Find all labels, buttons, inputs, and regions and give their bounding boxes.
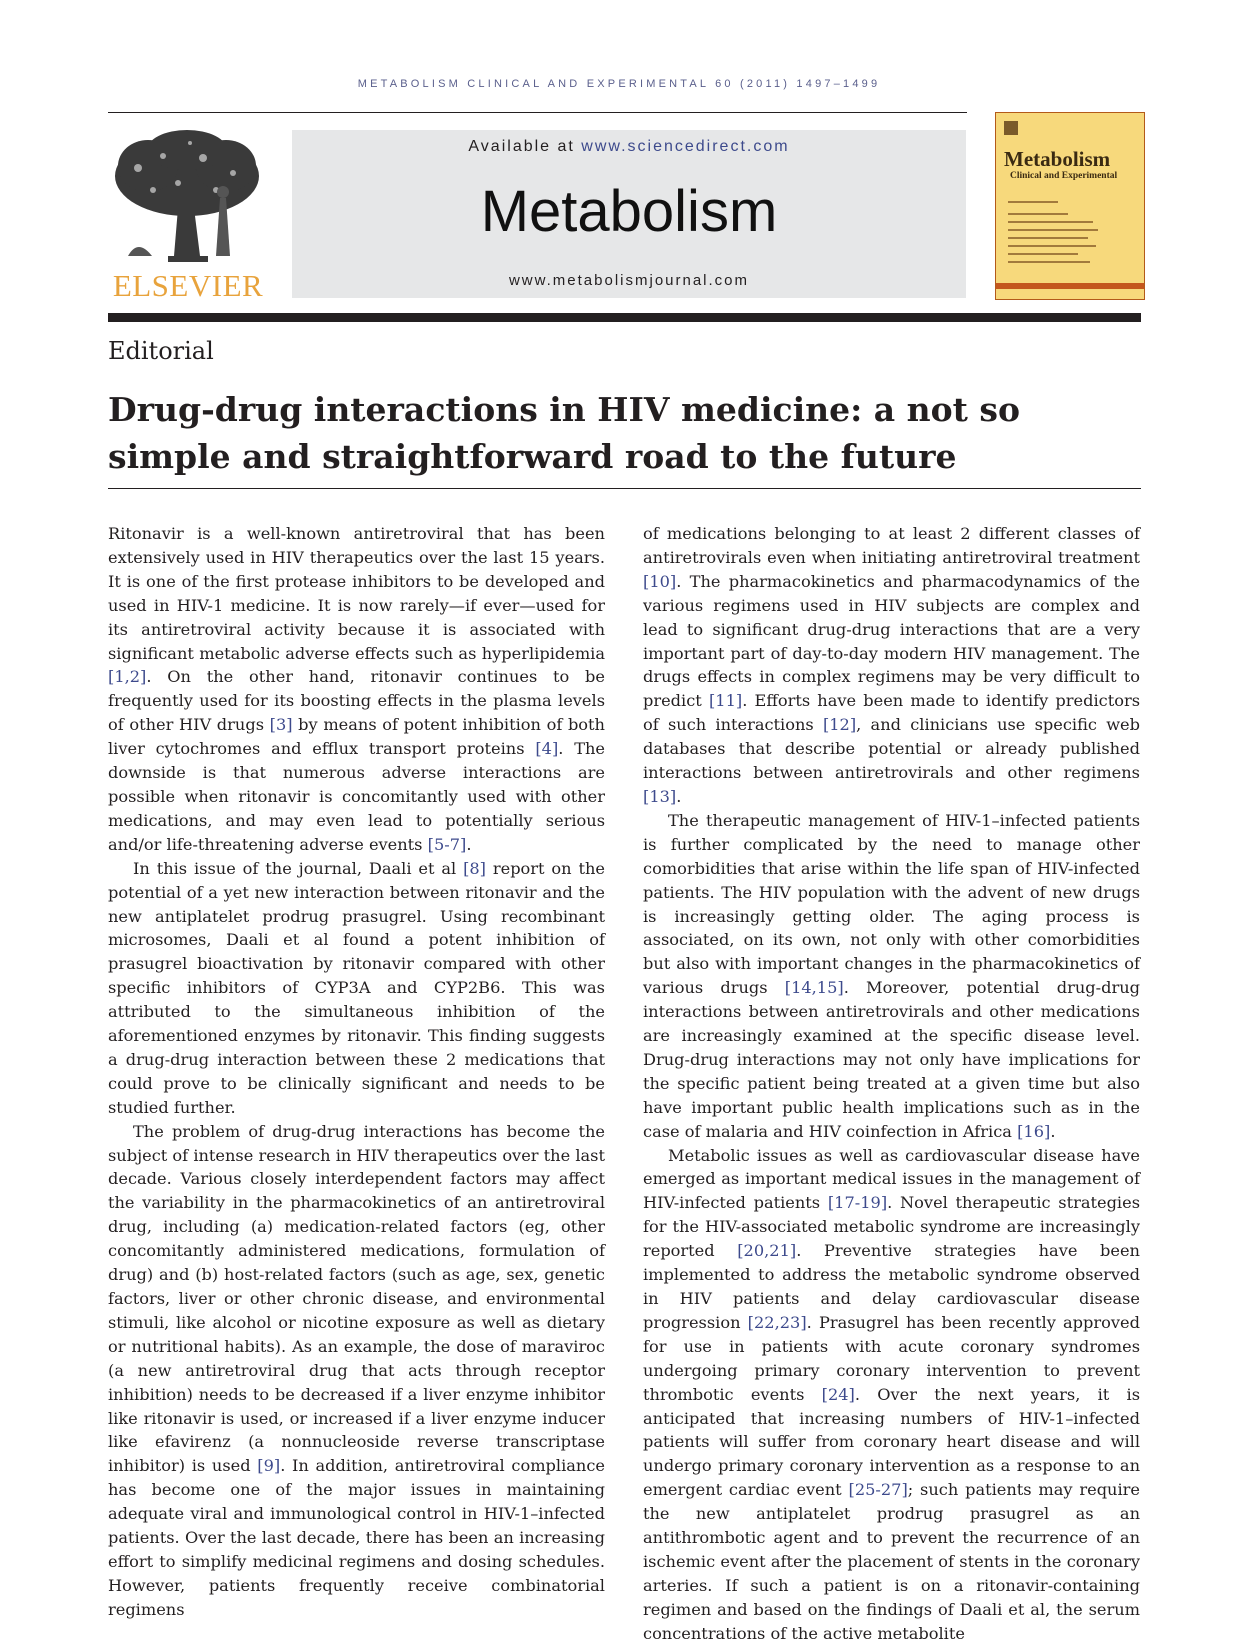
body-text: In this issue of the journal, Daali et al [133,858,464,878]
body-text: by means of potent inhibition of both liver cytochromes and efflux transport proteins [108,715,605,759]
body-text: Ritonavir is a well-known antiretroviral that has been extensively used in HIV therapeutics over the last 15 years. It is one of the first protease inhibitors to be developed and used in HIV-1 medicine. It is now rarely—if ever—used for its antiretroviral activity because it is associated with significant metabolic adverse effects such as hyperlipidemia [108,524,605,663]
body-text: . Moreover, potential drug-drug interactions between antiretrovirals and other medications are increasingly examined at the specific disease level. Drug-drug interactions may not only have implications for the specific patient being treated at a given time but also have important public health implications such as in the case of malaria and HIV coinfection in Africa [643,978,1140,1141]
cover-text-line [1008,213,1068,215]
citation-link[interactable]: [5-7] [427,834,467,854]
citation-link[interactable]: [13] [643,786,677,806]
title-divider [108,488,1141,489]
body-paragraph [643,522,1140,809]
body-text: The problem of drug-drug interactions has become the subject of intense research in HIV therapeutics over the last decade. Various closely interdependent factors may affect the variability in the pharmacokinetics of an antiretroviral drug, including (a) medication-related factors (eg, other concomitantly administered medications, formulation of drug) and (b) host-related factors (such as age, sex, genetic factors, liver or other chronic disease, and environmental stimuli, like alcohol or nicotine exposure as well as dietary or nutritional habits). As an example, the dose of maraviroc (a new antiretroviral drug that acts through receptor inhibition) needs to be decreased if a liver enzyme inhibitor like ritonavir is used, or increased if a liver enzyme inducer like efavirenz (a nonnucleoside reverse transcriptase inhibitor) is used [108,1121,605,1476]
sciencedirect-link[interactable]: www.sciencedirect.com [581,138,790,155]
cover-publisher-mark [1004,121,1018,135]
citation-link[interactable]: [1,2] [108,667,147,687]
cover-text-line [1008,253,1078,255]
body-text: . Preventive strategies have been implemented to address the metabolic syndrome observed in HIV patients and delay cardiovascular disease progression [643,1241,1140,1332]
body-text: . Efforts have been made to identify predictors of such interactions [643,691,1141,735]
citation-link[interactable]: [4] [535,739,559,759]
body-paragraph [108,857,605,1120]
cover-bottom-band [996,283,1145,289]
body-text: , and clinicians use specific web databases that describe potential or already published interactions between antiretrovirals and other regimens [643,715,1140,783]
body-text: Metabolic issues as well as cardiovascular disease have emerged as important medical issues in the management of HIV-infected patients [643,1145,1140,1213]
cover-text-line [1008,201,1058,203]
elsevier-wordmark: ELSEVIER [112,268,264,303]
header-divider-thick [108,313,1141,322]
available-prefix: Available at [468,138,582,155]
citation-link[interactable]: [20,21] [737,1241,797,1261]
body-column-left [108,522,605,1622]
cover-subtitle: Clinical and Experimental [1010,171,1118,181]
body-text: . The downside is that numerous adverse interactions are possible when ritonavir is concomitantly used with other medications, and may even lead to potentially serious and/or life-threatening adverse events [108,739,606,854]
body-paragraph [108,1120,605,1622]
cover-text-line [1008,261,1090,263]
citation-link[interactable]: [22,23] [747,1312,807,1332]
citation-link[interactable]: [17-19] [827,1193,888,1213]
journal-website-link[interactable]: www.metabolismjournal.com [508,272,750,289]
top-divider [108,112,967,113]
journal-banner [292,130,966,298]
body-text: . [466,834,472,854]
body-column-right [643,522,1140,1646]
article-title: Drug-drug interactions in HIV medicine: a not so simple and straightforward road to the future [108,390,1020,476]
article-section: Editorial [108,337,214,365]
body-text: of medications belonging to at least 2 different classes of antiretrovirals even when initiating antiretroviral treatment [643,524,1140,567]
body-text: . Prasugrel has been recently approved for use in patients with acute coronary syndromes undergoing primary coronary intervention to prevent thrombotic events [643,1312,1140,1404]
citation-link[interactable]: [16] [1017,1121,1051,1141]
body-text: The therapeutic management of HIV-1–infected patients is further complicated by the need to manage other comorbidities that arise within the life span of HIV-infected patients. The HIV population with the advent of new drugs is increasingly getting older. The aging process is associated, on its own, not only with other comorbidities but also with important changes in the pharmacokinetics of various drugs [643,810,1140,998]
citation-link[interactable]: [25-27] [848,1480,908,1500]
cover-text-line [1008,229,1098,231]
available-at-line [292,138,966,156]
citation-link[interactable]: [10] [643,571,677,591]
body-text: . The pharmacokinetics and pharmacodynamics of the various regimens used in HIV subjects are complex and lead to significant drug-drug interactions that are a very important part of day-to-day modern HIV management. The drugs effects in complex regimens may be very difficult to predict [643,571,1140,711]
citation-link[interactable]: [12] [822,715,857,735]
citation-link[interactable]: [24] [821,1384,855,1404]
body-text: . On the other hand, ritonavir continues to be frequently used for its boosting effects in the plasma levels of other HIV drugs [108,667,605,735]
body-paragraph [643,1144,1140,1646]
journal-citation-line: METABOLISM CLINICAL AND EXPERIMENTAL 60 (2011) 1497–1499 [357,78,881,90]
body-text: report on the potential of a yet new interaction between ritonavir and the new antiplatelet prodrug prasugrel. Using recombinant microsomes, Daali et al found a potent inhibition of prasugrel bioactivation by ritonavir compared with other specific inhibitors of CYP3A and CYP2B6. This was attributed to the simultaneous inhibition of the aforementioned enzymes by ritonavir. This finding suggests a drug-drug interaction between these 2 medications that could prove to be clinically significant and needs to be studied further. [108,858,605,1117]
cover-text-line [1008,221,1093,223]
body-text: . [1050,1121,1056,1141]
body-text: . In addition, antiretroviral compliance has become one of the major issues in maintaining adequate viral and immunological control in HIV-1–infected patients. Over the last decade, there has been an increasing effort to simplify medicinal regimens and dosing schedules. However, patients frequently receive combinatorial regimens [108,1456,605,1619]
body-text: . [676,786,682,806]
body-text: ; such patients may require the new antiplatelet prodrug prasugrel as an antithrombotic agent and to prevent the recurrence of an ischemic event after the placement of stents in the coronary arteries. If such a patient is on a ritonavir-containing regimen and based on the findings of Daali et al, the serum concentrations of the active metabolite [643,1480,1140,1643]
body-text: . Novel therapeutic strategies for the HIV-associated metabolic syndrome are increasingly reported [643,1193,1140,1261]
citation-link[interactable]: [11] [708,691,743,711]
cover-text-line [1008,237,1088,239]
citation-link[interactable]: [14,15] [784,978,844,998]
journal-cover-thumbnail [995,112,1145,300]
cover-text-line [1008,245,1096,247]
body-paragraph [643,809,1140,1144]
body-paragraph [108,522,605,857]
body-text: . Over the next years, it is anticipated that increasing numbers of HIV-1–infected patients will suffer from coronary heart disease and will undergo primary coronary intervention as a response to an emergent cardiac event [643,1384,1140,1500]
citation-link[interactable]: [8] [463,858,486,878]
cover-title: Metabolism [1004,147,1111,171]
journal-masthead: Metabolism [480,179,778,244]
citation-link[interactable]: [3] [269,715,293,735]
citation-link[interactable]: [9] [257,1456,281,1476]
